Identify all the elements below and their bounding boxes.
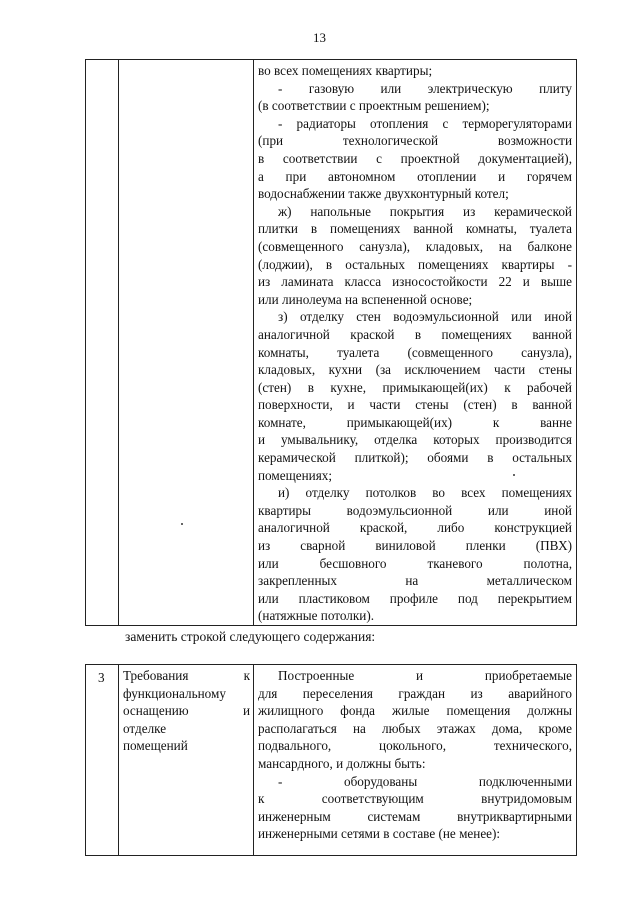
text-line: поверхности, и части стены (стен) в ванной — [258, 397, 572, 413]
text-line: Построенные и приобретаемые — [278, 668, 572, 683]
text-line: к соответствующим внутридомовым — [258, 791, 572, 807]
text-line: - газовую или электрическую плиту — [278, 80, 572, 96]
text-line: и) отделку потолков во всех помещениях — [278, 485, 572, 501]
replacement-instruction: заменить строкой следующего содержания: — [125, 629, 376, 644]
text-line: (при технологической возможности — [258, 133, 572, 149]
text-line: аналогичной краской, либо конструкцией — [258, 520, 572, 536]
requirement-cell — [119, 665, 254, 856]
text-line: жилищного фонда жилые помещения должны — [258, 703, 572, 719]
text-line: плитки в помещениях ванной комнаты, туалета — [258, 221, 572, 237]
content-cell — [254, 665, 577, 856]
text-line: или пластиковом профиле под перекрытием — [258, 590, 572, 606]
requirement-cell — [119, 60, 254, 626]
text-line: (лоджии), в остальных помещениях квартиры - — [258, 256, 572, 272]
text-line: из ламината класса износостойкости 22 и выше — [258, 274, 572, 290]
text-line: з) отделку стен водоэмульсионной или иной — [278, 309, 572, 325]
requirement-line: функциональному — [123, 685, 226, 701]
text-line: из сварной виниловой пленки (ПВХ) — [258, 538, 572, 554]
requirements-table-old — [85, 59, 577, 626]
scan-speck — [181, 523, 183, 525]
text-line: кладовых, кухни (за исключением части стены — [258, 362, 572, 378]
number-cell — [86, 60, 119, 626]
text-line: инженерным системам внутриквартирными — [258, 808, 572, 824]
requirement-line: оснащению и — [123, 703, 250, 719]
text-line: комнаты, туалета (совмещенного санузла), — [258, 344, 572, 360]
text-line: помещениях; — [258, 467, 333, 483]
number-cell — [86, 665, 119, 856]
text-line: комнате, примыкающей(их) к ванне — [258, 414, 572, 430]
text-line: аналогичной краской в помещениях ванной — [258, 326, 572, 342]
text-line: квартиры водоэмульсионной или иной — [258, 502, 572, 518]
text-line: закрепленных на металлическом — [258, 573, 572, 589]
text-line: (совмещенного санузла), кладовых, на балконе — [258, 238, 572, 254]
text-line: инженерными сетями в составе (не менее): — [258, 826, 501, 842]
text-line: (натяжные потолки). — [258, 608, 375, 624]
requirement-line: отделке — [123, 720, 167, 736]
text-line: в соответствии с проектной документацией), — [258, 150, 572, 166]
scan-speck — [513, 474, 515, 476]
text-line: мансардного, и должны быть: — [258, 755, 426, 771]
content-cell — [254, 60, 577, 626]
row-number: 3 — [98, 670, 105, 685]
text-line: подвального, цокольного, технического, — [258, 738, 572, 754]
text-line: водоснабжении также двухконтурный котел; — [258, 186, 509, 202]
requirement-line: помещений — [123, 738, 188, 754]
text-line: (в соответствии с проектным решением); — [258, 98, 490, 114]
text-line: керамической плиткой); обоями в остальных — [258, 450, 572, 466]
text-line: (стен) в кухне, примыкающей(их) к рабочей — [258, 379, 572, 395]
text-line: для переселения граждан из аварийного — [258, 685, 572, 701]
text-line: - оборудованы подключенными — [278, 773, 572, 789]
page-number: 13 — [313, 30, 326, 45]
text-line: располагаться на любых этажах дома, кроме — [258, 720, 572, 736]
requirements-table-new — [85, 664, 577, 856]
text-line: или бесшовного тканевого полотна, — [258, 555, 572, 571]
requirement-line: Требования к — [123, 668, 250, 683]
text-line: ж) напольные покрытия из керамической — [278, 203, 572, 219]
text-line: а при автономном отоплении и горячем — [258, 168, 572, 184]
text-line: - радиаторы отопления с терморегуляторами — [278, 115, 572, 131]
text-line: или линолеума на вспененной основе; — [258, 291, 473, 307]
text-line: и умывальнику, отделка которых производится — [258, 432, 572, 448]
text-line: во всех помещениях квартиры; — [258, 63, 433, 78]
